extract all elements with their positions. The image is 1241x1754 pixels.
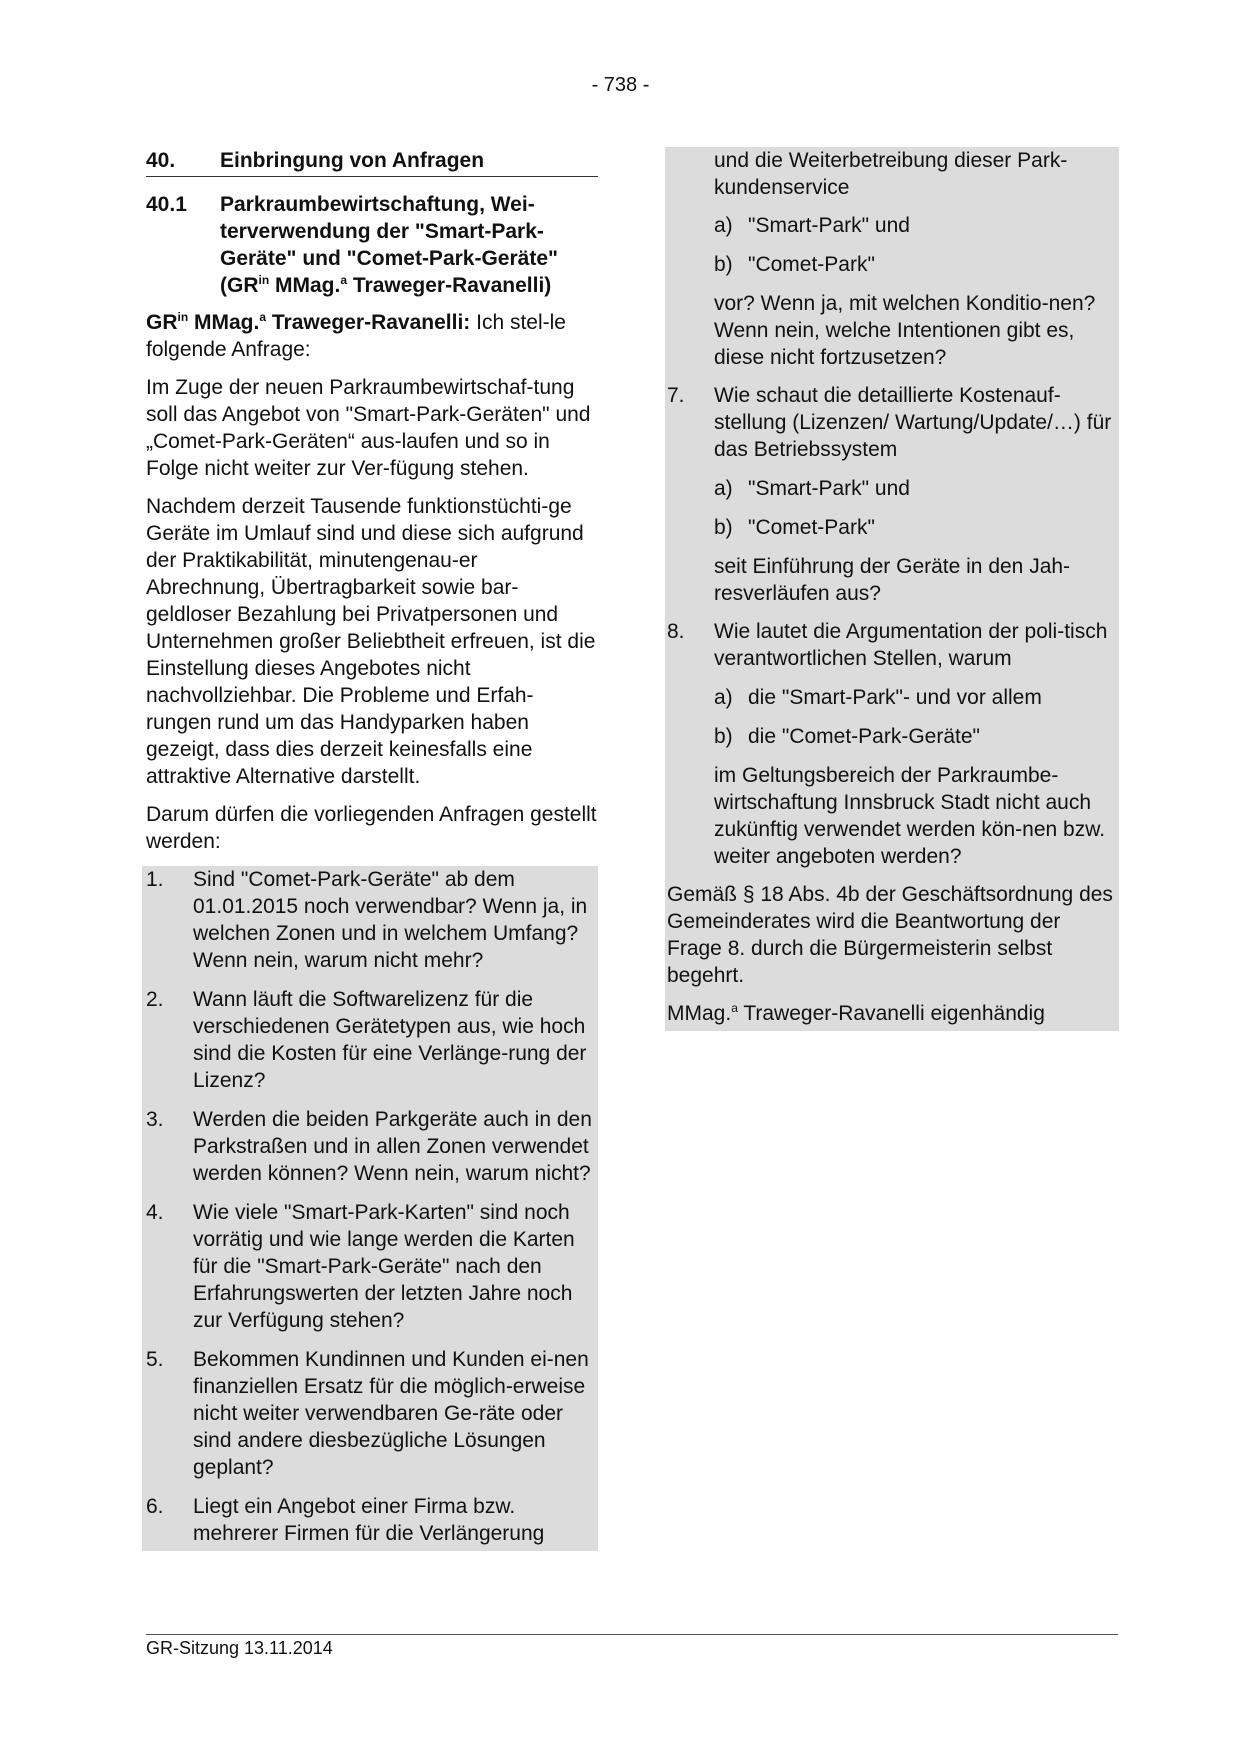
signature-name: Traweger-Ravanelli eigenhändig <box>737 1002 1045 1025</box>
speaker-intro <box>146 309 598 363</box>
question-6-tail: vor? Wenn ja, mit welchen Konditio-nen? Wenn nein, welche Intentionen gibt es, diese nicht fortzusetzen? <box>714 292 1096 369</box>
question-6-option-b <box>667 251 1119 278</box>
option-text: die "Smart-Park"- und vor allem <box>748 686 1042 709</box>
question-number: 6. <box>146 1495 164 1518</box>
signature <box>667 1000 1119 1031</box>
question-number: 1. <box>146 868 164 891</box>
speaker-title: MMag. <box>188 311 260 334</box>
question-number: 5. <box>146 1348 164 1371</box>
subsection-title-line: Parkraumbewirtschaftung, Wei- <box>220 193 535 216</box>
question-7-option-b <box>667 514 1119 541</box>
page-number: - 738 - <box>591 74 650 96</box>
question-8-option-a <box>667 684 1119 711</box>
question-text: Sind "Comet-Park-Geräte" ab dem 01.01.2015 noch verwendbar? Wenn ja, in welchen Zonen und in welchem Umfang? Wenn nein, warum nicht mehr? <box>193 868 588 972</box>
question-number: 4. <box>146 1201 164 1224</box>
question-text: Liegt ein Angebot einer Firma bzw. mehrerer Firmen für die Verlängerung <box>193 1495 545 1545</box>
footer-rule <box>146 1634 1118 1635</box>
speaker-text: Ich stel-le folgende Anfrage: <box>146 311 566 361</box>
subsection-title-line: Geräte" und "Comet-Park-Geräte" <box>220 247 558 270</box>
section-number: 40. <box>146 149 176 172</box>
title-text: MMag. <box>269 274 341 297</box>
question-item <box>146 1199 598 1334</box>
speaker-gr: GR <box>146 311 178 334</box>
signature-sup: a <box>731 1001 738 1015</box>
question-item <box>146 866 598 974</box>
question-text: Wie schaut die detaillierte Kostenauf-stellung (Lizenzen/ Wartung/Update/…) für das Betriebssystem <box>714 384 1112 461</box>
subsection-heading <box>146 191 598 299</box>
question-7-option-a <box>667 475 1119 502</box>
question-number: 7. <box>667 384 685 407</box>
question-text: Wann läuft die Softwarelizenz für die verschiedenen Gerätetypen aus, wie hoch sind die Kosten für eine Verlänge-rung der Lizenz? <box>193 988 587 1092</box>
subsection-title-line <box>220 272 558 299</box>
question-number: 8. <box>667 620 685 643</box>
signature-title: MMag. <box>667 1002 732 1025</box>
option-text: "Comet-Park" <box>748 253 875 276</box>
option-text: "Smart-Park" und <box>748 477 910 500</box>
paragraph: Im Zuge der neuen Parkraumbewirtschaf-tung soll das Angebot von "Smart-Park-Geräten" und „Comet-Park-Geräten“ aus-laufen und so in Folge nicht weiter zur Ver-fügung stehen. <box>146 376 591 480</box>
paragraph: Darum dürfen die vorliegenden Anfragen gestellt werden: <box>146 803 597 853</box>
question-number: 2. <box>146 988 164 1011</box>
question-text: Bekommen Kundinnen und Kunden ei-nen finanziellen Ersatz für die möglich-erweise nicht weiter verwendbaren Ge-räte oder sind andere diesbezügliche Lösungen geplant? <box>193 1348 589 1479</box>
paragraph: Nachdem derzeit Tausende funktionstüchti-ge Geräte im Umlauf sind und diese sich aufgrund der Praktikabilität, minutengenau-er Abrechnung, Übertragbarkeit sowie bar-geldloser Bezahlung bei Privatpersonen und Unternehmen großer Beliebtheit erfreuen, ist die Einstellung dieses Angebotes nicht nachvollziehbar. Die Probleme und Erfah-rungen rund um das Handyparken haben gezeigt, dass dies derzeit keinesfalls eine attraktive Alternative darstellt. <box>146 495 596 788</box>
question-item <box>146 1106 598 1187</box>
title-superscript: a <box>340 273 348 287</box>
title-text: (GR <box>220 274 259 297</box>
option-letter: a) <box>714 686 733 709</box>
speaker-name: Traweger-Ravanelli: <box>266 311 471 334</box>
question-8-tail: im Geltungsbereich der Parkraumbe-wirtschaftung Innsbruck Stadt nicht auch zukünftig verwendet werden kön-nen bzw. weiter angeboten werden? <box>714 764 1106 868</box>
questions-block-right <box>665 147 1119 1031</box>
question-text: Wie lautet die Argumentation der poli-tisch verantwortlichen Stellen, warum <box>714 620 1108 670</box>
question-item <box>667 618 1119 672</box>
questions-block-left <box>142 866 598 1551</box>
question-6-continuation: und die Weiterbetreibung dieser Park-kundenservice <box>714 149 1068 199</box>
left-column <box>146 147 598 1551</box>
question-item <box>667 382 1119 463</box>
option-text: "Comet-Park" <box>748 516 875 539</box>
subsection-title-line: terverwendung der "Smart-Park- <box>220 220 544 243</box>
question-text: Werden die beiden Parkgeräte auch in den Parkstraßen und in allen Zonen verwendet werden können? Wenn nein, warum nicht? <box>193 1108 592 1185</box>
question-item <box>146 986 598 1094</box>
option-text: die "Comet-Park-Geräte" <box>748 725 980 748</box>
option-letter: b) <box>714 725 733 748</box>
option-letter: a) <box>714 477 733 500</box>
question-item <box>146 1346 598 1481</box>
question-6-option-a <box>667 212 1119 239</box>
subsection-number: 40.1 <box>146 193 187 216</box>
procedural-note: Gemäß § 18 Abs. 4b der Geschäftsordnung des Gemeinderates wird die Beantwortung der Frage 8. durch die Bürgermeisterin selbst begehrt. <box>667 883 1113 987</box>
right-column <box>667 147 1117 1031</box>
option-letter: a) <box>714 214 733 237</box>
question-number: 3. <box>146 1108 164 1131</box>
footer: GR-Sitzung 13.11.2014 <box>146 1638 333 1658</box>
subsection-title <box>220 191 558 299</box>
question-list <box>146 866 598 1551</box>
option-text: "Smart-Park" und <box>748 214 910 237</box>
speaker-sup: a <box>259 310 267 324</box>
question-7-tail: seit Einführung der Geräte in den Jah-resverläufen aus? <box>714 555 1071 605</box>
title-superscript: in <box>258 273 270 287</box>
question-item <box>146 1493 598 1551</box>
option-letter: b) <box>714 516 733 539</box>
question-text: Wie viele "Smart-Park-Karten" sind noch vorrätig und wie lange werden die Karten für die "Smart-Park-Geräte" nach den Erfahrungswerten der letzten Jahre noch zur Verfügung stehen? <box>193 1201 575 1332</box>
speaker-sup: in <box>177 310 189 324</box>
question-8-option-b <box>667 723 1119 750</box>
section-heading <box>146 147 598 177</box>
option-letter: b) <box>714 253 733 276</box>
section-title: Einbringung von Anfragen <box>220 149 485 172</box>
title-text: Traweger-Ravanelli) <box>347 274 552 297</box>
